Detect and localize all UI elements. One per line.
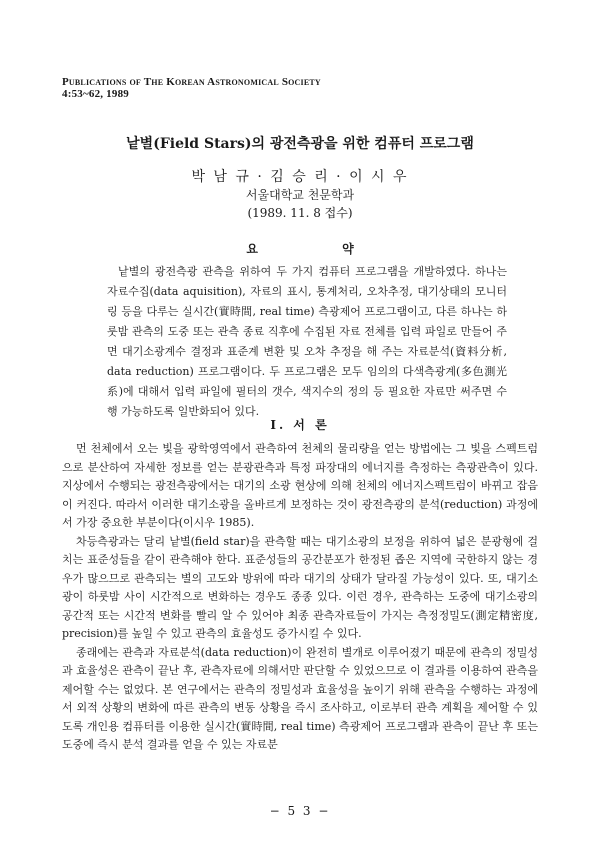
body-paragraph: 차등측광과는 달리 낱별(field star)을 관측할 때는 대기소광의 보정을 위하여 넓은 분광형에 걸치는 표준성들을 같이 관측해야 한다. 표준성들의 공간분포가 한정된 좁은 지역에 국한하지 않는 경우가 많으므로 관측되는 별의 고도와 방위에 따라 대기의 상태가 달라질 가능성이 있다. 또, 대기소광이 하룻밤 사이 시간적으로 변화하는 경우도 종종 있다. 이런 경우, 관측하는 도중에 대기소광의 공간적 또는 시간적 변화를 빨리 알 수 있어야 최종 관측자료들이 가지는 측정정밀도(測定精密度, precision)를 높일 수 있고 관측의 효율성도 증가시킬 수 있다. <box>62 534 538 640</box>
paper-title: 낱별(Field Stars)의 광전측광을 위한 컴퓨터 프로그램 <box>126 136 474 152</box>
section-heading: I. 서 론 <box>270 418 330 432</box>
received-date: (1989. 11. 8 접수) <box>247 206 353 220</box>
abstract-heading: 요 약 <box>246 242 394 256</box>
journal-volume: 4:53~62, 1989 <box>62 88 129 100</box>
page-number: − 5 3 − <box>269 804 331 818</box>
body-paragraph: 종래에는 관측과 자료분석(data reduction)이 완전히 별개로 이루어졌기 때문에 관측의 정밀성과 효율성은 관측이 끝난 후, 관측자료에 의해서만 판단할 수 있었으므로 이 결과를 이용하여 관측을 제어할 수는 없었다. 본 연구에서는 관측의 정밀성과 효율성을 높이기 위해 관측을 수행하는 과정에서 외적 상황의 변화에 따른 관측의 변동 상황을 즉시 조사하고, 이로부터 관측 계획을 제어할 수 있도록 개인용 컴퓨터를 이용한 실시간(實時間, real time) 측광제어 프로그램과 관측이 끝난 후 또는 도중에 즉시 분석 결과를 얻을 수 있는 자료분 <box>62 645 538 751</box>
abstract-text: 낱별의 광전측광 관측을 위하여 두 가지 컴퓨터 프로그램을 개발하였다. 하나는 자료수집(data aquisition), 자료의 표시, 통계처리, 오차추정, 대기상태의 모니터링 등을 다루는 실시간(實時間, real time) 측광제어 프로그램이고, 다른 하나는 하룻밤 관측의 도중 또는 관측 종료 직후에 수집된 자료 전체를 입력 파일로 만들어 주면 대기소광계수 결정과 표준계 변환 및 오차 추정을 해 주는 자료분석(資料分析, data reduction) 프로그램이다. 두 프로그램은 모두 임의의 다색측광계(多色測光系)에 대해서 입력 파일에 필터의 갯수, 색지수의 정의 등 필요한 자료만 써주면 수행 가능하도록 일반화되어 있다. <box>107 265 507 418</box>
journal-header <box>62 76 321 100</box>
paper-authors: 박 남 규 · 김 승 리 · 이 시 우 <box>191 169 409 185</box>
body-paragraph: 먼 천체에서 오는 빛을 광학영역에서 관측하여 천체의 물리량을 얻는 방법에는 그 빛을 스펙트럼으로 분산하여 자세한 정보를 얻는 분광관측과 특정 파장대의 에너지를 측정하는 측광관측이 있다. 지상에서 수행되는 광전측광에서는 대기의 소광 현상에 의해 천체의 에너지스펙트럼이 바뀌고 잡음이 커진다. 따라서 이러한 대기소광을 올바르게 보정하는 것이 광전측광의 분석(reduction) 과정에서 가장 중요한 부분이다(이시우 1985). <box>62 442 538 529</box>
section-body <box>62 440 538 755</box>
journal-name: Publications of The Korean Astronomical Society <box>62 76 321 88</box>
abstract <box>107 262 507 422</box>
author-affiliation: 서울대학교 천문학과 <box>245 188 355 202</box>
